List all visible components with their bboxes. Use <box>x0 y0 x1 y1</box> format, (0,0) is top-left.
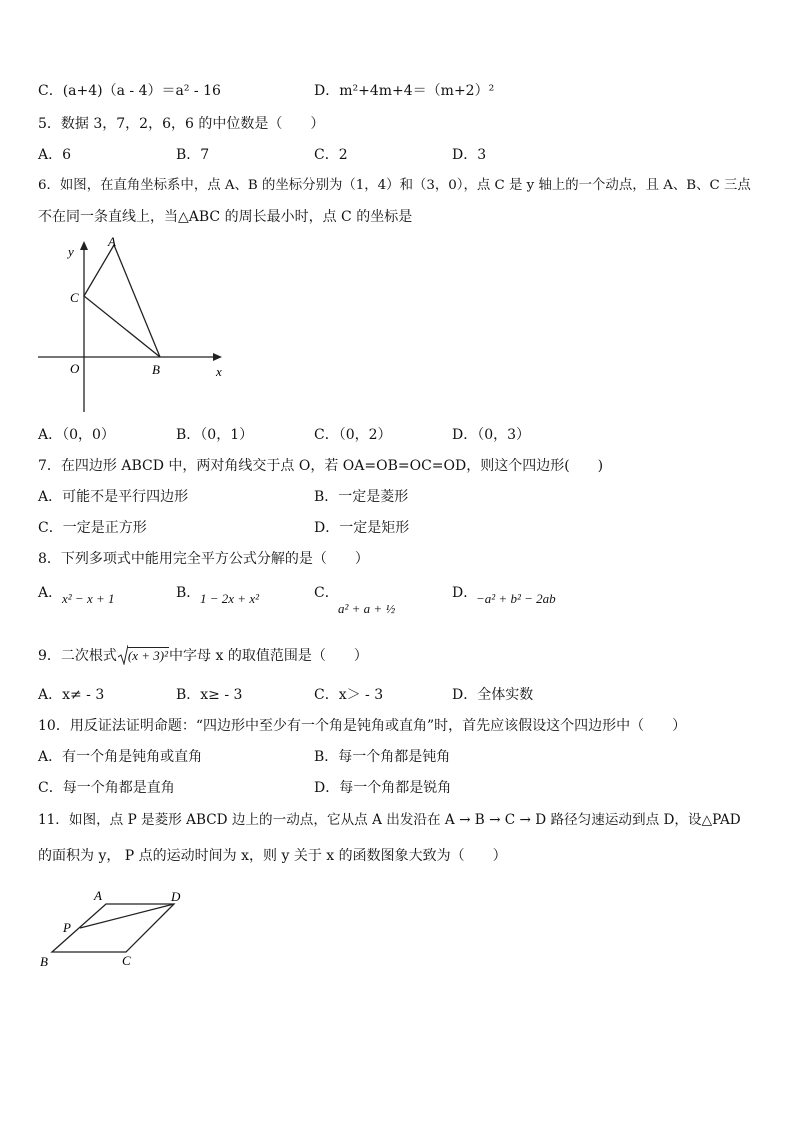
triangle-abc <box>84 245 160 357</box>
q8-stem: 8．下列多项式中能用完全平方公式分解的是（ ） <box>38 551 369 567</box>
label-b: B <box>152 362 160 377</box>
q5-stem: 5．数据 3，7，2，6，6 的中位数是（ ） <box>38 116 325 132</box>
q8-option-c-letter: C． <box>314 585 339 601</box>
q9-option-a: A．x≠ - 3 <box>38 687 105 703</box>
label-o: O <box>70 361 80 376</box>
q11-stem-line1: 11．如图，点 P 是菱形 ABCD 边上的一动点，它从点 A 出发沿在 A → B → C → D 路径匀速运动到点 D，设△PAD <box>38 812 741 828</box>
q5-option-a: A．6 <box>38 147 72 163</box>
q5-option-b: B．7 <box>176 147 210 163</box>
q5-option-d: D．3 <box>452 147 487 163</box>
q9-stem-pre: 9．二次根式 <box>38 648 117 664</box>
q8-option-c-expr: a² + a + ½ <box>338 601 396 616</box>
q7-option-c: C．一定是正方形 <box>38 520 147 536</box>
q10-stem: 10．用反证法证明命题：“四边形中至少有一个角是钝角或直角”时，首先应该假设这个四边形中（ ） <box>38 718 687 734</box>
q8-option-a-letter: A． <box>38 585 63 601</box>
q10-option-b: B．每一个角都是钝角 <box>314 749 451 765</box>
q8-option-d-letter: D． <box>452 585 478 601</box>
q6-option-d: D．（0，3） <box>452 427 531 443</box>
y-axis-arrow <box>80 241 88 250</box>
q6-option-b: B．（0，1） <box>176 427 254 443</box>
q6-stem-line1: 6．如图，在直角坐标系中，点 A、B 的坐标分别为（1，4）和（3，0），点 C 是 y 轴上的一个动点，且 A、B、C 三点 <box>38 178 751 193</box>
radical-sign <box>118 645 128 665</box>
q9-option-d: D．全体实数 <box>452 687 534 703</box>
label-y: y <box>68 244 74 259</box>
q8-option-a-expr: x² − x + 1 <box>62 591 115 606</box>
label-a: A <box>94 888 102 903</box>
q8-option-d-expr: −a² + b² − 2ab <box>476 591 556 606</box>
label-c: C <box>122 953 131 968</box>
q10-option-c: C．每一个角都是直角 <box>38 780 175 796</box>
q6-option-c: C．（0，2） <box>314 427 392 443</box>
q6-coordinate-figure <box>30 232 240 417</box>
q7-option-d: D．一定是矩形 <box>314 520 410 536</box>
q9-option-b: B．x≥ - 3 <box>176 687 243 703</box>
label-b: B <box>40 954 48 969</box>
label-p: P <box>63 920 71 935</box>
q7-option-b: B．一定是菱形 <box>314 489 409 505</box>
q10-option-d: D．每一个角都是锐角 <box>314 780 452 796</box>
label-d: D <box>171 889 181 904</box>
label-x: x <box>216 364 222 379</box>
q9-stem <box>38 647 368 665</box>
q7-stem: 7．在四边形 ABCD 中，两对角线交于点 O，若 OA=OB=OC=OD，则这个四边形( ) <box>38 458 604 474</box>
q6-stem-line2: 不在同一条直线上，当△ABC 的周长最小时，点 C 的坐标是 <box>38 209 413 225</box>
q8-option-b-expr: 1 − 2x + x² <box>200 591 259 606</box>
segment-pd <box>80 904 174 928</box>
q8-option-b-letter: B． <box>176 585 201 601</box>
q10-option-a: A．有一个角是钝角或直角 <box>38 749 203 765</box>
q11-stem-line2: 的面积为 y， P 点的运动时间为 x，则 y 关于 x 的函数图象大致为（ ） <box>38 848 507 864</box>
label-a: A <box>108 234 116 249</box>
q4-option-c: C．(a+4)（a - 4）＝a² - 16 <box>38 83 221 99</box>
q9-radicand: (x + 3)² <box>127 648 169 663</box>
x-axis-arrow <box>213 353 222 361</box>
q4-option-d: D．m²+4m+4＝（m+2）² <box>314 83 495 99</box>
label-c: C <box>70 290 79 305</box>
q11-rhombus-figure <box>34 884 194 974</box>
q9-option-c: C．x＞ - 3 <box>314 687 384 703</box>
q9-radical <box>119 647 169 665</box>
q9-stem-post: 中字母 x 的取值范围是（ ） <box>169 648 368 664</box>
q7-option-a: A．可能不是平行四边形 <box>38 489 189 505</box>
q5-option-c: C．2 <box>314 147 348 163</box>
q6-option-a: A．（0，0） <box>38 427 115 443</box>
